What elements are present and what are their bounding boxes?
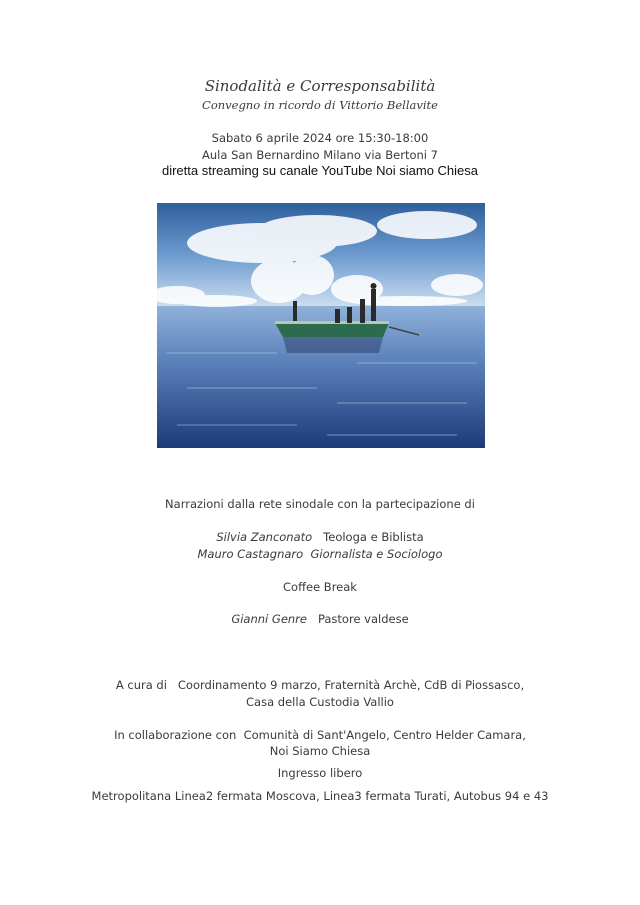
speaker-row bbox=[0, 547, 640, 561]
event-date-time: Sabato 6 aprile 2024 ore 15:30-18:00 bbox=[211, 131, 429, 145]
speaker-row bbox=[0, 530, 640, 544]
organizers-label: A cura di bbox=[115, 678, 167, 692]
streaming-info: diretta streaming su canale YouTube Noi siamo Chiesa bbox=[161, 163, 479, 178]
speaker-role: Teologa e Biblista bbox=[323, 530, 424, 544]
event-subtitle: Convegno in ricordo di Vittorio Bellavite bbox=[202, 98, 438, 112]
coffee-break: Coffee Break bbox=[283, 580, 357, 594]
speaker-name: Gianni Genre bbox=[231, 612, 307, 626]
entry-info: Ingresso libero bbox=[277, 766, 363, 780]
collaborators-list-cont: Noi Siamo Chiesa bbox=[269, 744, 371, 758]
organizers-line bbox=[0, 678, 640, 692]
event-photo bbox=[157, 203, 485, 448]
speaker-row bbox=[0, 612, 640, 626]
program-intro: Narrazioni dalla rete sinodale con la partecipazione di bbox=[165, 497, 475, 511]
transport-info: Metropolitana Linea2 fermata Moscova, Linea3 fermata Turati, Autobus 94 e 43 bbox=[91, 789, 549, 803]
event-venue: Aula San Bernardino Milano via Bertoni 7 bbox=[202, 148, 438, 162]
speaker-role: Pastore valdese bbox=[317, 612, 409, 626]
collaborators-line bbox=[0, 728, 640, 742]
speaker-name: Mauro Castagnaro bbox=[197, 547, 304, 561]
collaborators-list: Comunità di Sant'Angelo, Centro Helder Camara, bbox=[243, 728, 526, 742]
speaker-name: Silvia Zanconato bbox=[216, 530, 313, 544]
organizers-list: Coordinamento 9 marzo, Fraternità Archè, CdB di Piossasco, bbox=[177, 678, 525, 692]
collaborators-label: In collaborazione con bbox=[114, 728, 237, 742]
organizers-list-cont: Casa della Custodia Vallio bbox=[246, 695, 394, 709]
speaker-role: Giornalista e Sociologo bbox=[310, 547, 443, 561]
event-title: Sinodalità e Corresponsabilità bbox=[204, 77, 436, 95]
